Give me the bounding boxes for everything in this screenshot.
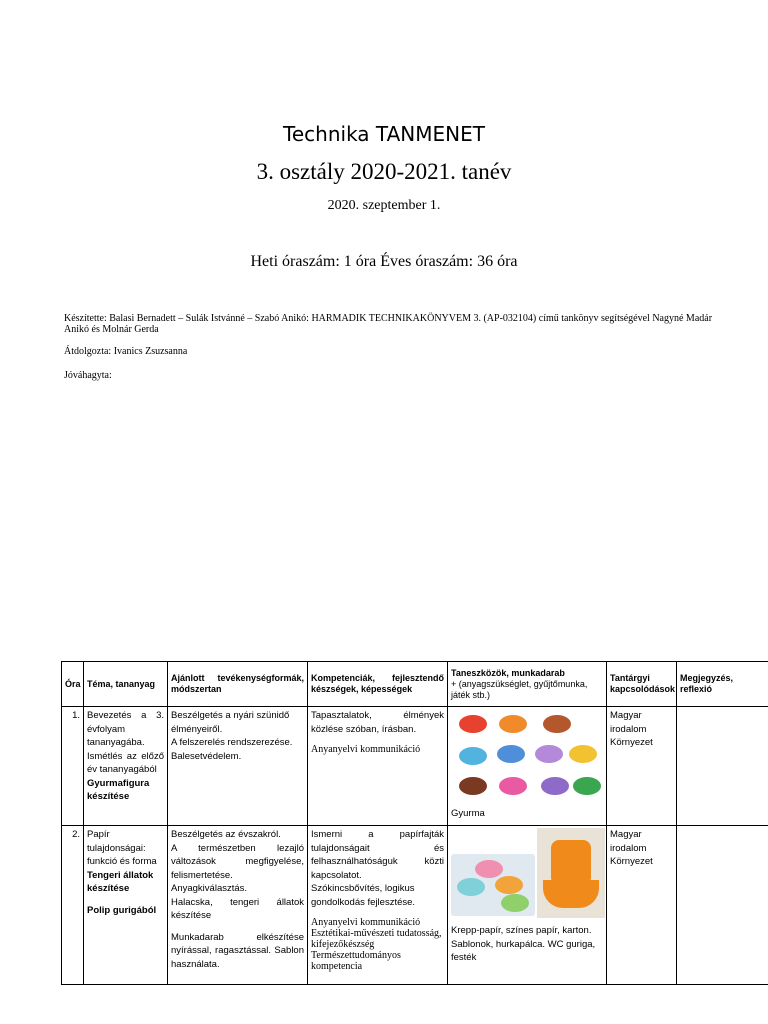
document-date: 2020. szeptember 1. <box>327 198 441 213</box>
row-tools <box>448 707 607 826</box>
header-megjegyzes: Megjegyzés, reflexió <box>677 662 768 707</box>
activity-line: Beszélgetés a nyári szünidő élményeiről. <box>171 710 290 735</box>
row-notes <box>677 826 768 985</box>
topic-bold-2: Polip gurigából <box>87 904 157 916</box>
connection-item: Környezet <box>610 856 653 867</box>
competency-serif: Anyanyelvi kommunikáció <box>311 917 421 928</box>
row-activities <box>168 826 308 985</box>
connection-item: Környezet <box>610 737 653 748</box>
row-connections <box>607 707 677 826</box>
header-ora: Óra <box>62 662 84 707</box>
row-notes <box>677 707 768 826</box>
author-line: Készítette: Balasi Bernadett – Sulák Istvánné – Szabó Anikó: HARMADIK TECHNIKAKÖNYVEM 3. (AP-032104) című tankönyv segítségével Nagyné Madár Anikó és Molnár Gerda <box>64 313 713 335</box>
competency-text-2: Szókincsbővítés, logikus gondolkodás fejlesztése. <box>311 883 416 908</box>
row-number: 1. <box>62 707 84 826</box>
curriculum-table <box>61 661 768 985</box>
document-title: Technika TANMENET <box>283 122 485 146</box>
topic-text: Bevezetés a 3. évfolyam tananyagába. Ismétlés az előző év tananyagából <box>87 710 164 775</box>
octopus-photo <box>537 828 605 918</box>
topic-bold: Tengeri állatok készítése <box>87 869 154 894</box>
row-topic <box>84 826 168 985</box>
row-tools <box>448 826 607 985</box>
connection-item: Magyar irodalom <box>610 710 647 735</box>
activity-line: A felszerelés rendszerezése. <box>171 737 293 748</box>
topic-text: Papír tulajdonságai: funkció és forma <box>87 829 157 867</box>
paper-crafts-image <box>451 828 603 924</box>
competency-serif: Esztétikai-művészeti tudatosság, kifejezőkészség <box>311 928 442 950</box>
sea-animals-photo <box>451 854 535 916</box>
activity-line: Halacska, tengeri állatok készítése <box>171 896 304 921</box>
activity-paragraph: Munkadarab elkészítése nyírással, ragasztással. Sablon használata. <box>171 931 304 970</box>
row-connections <box>607 826 677 985</box>
competency-text: Ismerni a papírfajták tulajdonságait és felhasználhatóságuk közti kapcsolatot. <box>311 829 444 881</box>
header-taneszkozok-title: Taneszközök, munkadarab <box>451 667 565 678</box>
topic-bold: Gyurmafigura készítése <box>87 777 150 802</box>
competency-text: Tapasztalatok, élmények közlése szóban, írásban. <box>311 710 444 735</box>
row-competencies <box>308 707 448 826</box>
document-subtitle: 3. osztály 2020-2021. tanév <box>256 159 512 184</box>
row-competencies <box>308 826 448 985</box>
connection-item: Magyar irodalom <box>610 829 647 854</box>
edited-line: Átdolgozta: Ivanics Zsuzsanna <box>64 346 188 357</box>
row-activities <box>168 707 308 826</box>
hours-line: Heti óraszám: 1 óra Éves óraszám: 36 óra <box>250 253 518 270</box>
table-header-row <box>62 662 768 707</box>
activity-line: A természetben lezajló változások megfigyelése, felismertetése. <box>171 842 304 881</box>
tools-text: Krepp-papír, színes papír, karton. Sablonok, hurkapálca. WC guriga, festék <box>451 925 596 963</box>
header-taneszkozok <box>448 662 607 707</box>
approved-line: Jóváhagyta: <box>64 370 112 381</box>
activity-line: Balesetvédelem. <box>171 750 242 762</box>
playdough-animals-image <box>451 709 603 805</box>
tools-text: Gyurma <box>451 808 485 819</box>
header-ajanlott: Ajánlott tevékenységformák, módszertan <box>168 662 308 707</box>
competency-serif: Anyanyelvi kommunikáció <box>311 744 421 755</box>
table-row <box>62 707 768 826</box>
header-kapcsolodasok: Tantárgyi kapcsolódások <box>607 662 677 707</box>
row-number: 2. <box>62 826 84 985</box>
header-kompetenciak: Kompetenciák, fejlesztendő készségek, képességek <box>308 662 448 707</box>
header-tema: Téma, tananyag <box>84 662 168 707</box>
activity-line: Beszélgetés az évszakról. <box>171 829 281 840</box>
row-topic <box>84 707 168 826</box>
table-row <box>62 826 768 985</box>
activity-line: Anyagkiválasztás. <box>171 883 248 894</box>
competency-serif: Természettudományos kompetencia <box>311 950 401 972</box>
header-taneszkozok-sub: + (anyagszükséglet, gyűjtőmunka, játék stb.) <box>451 678 588 700</box>
